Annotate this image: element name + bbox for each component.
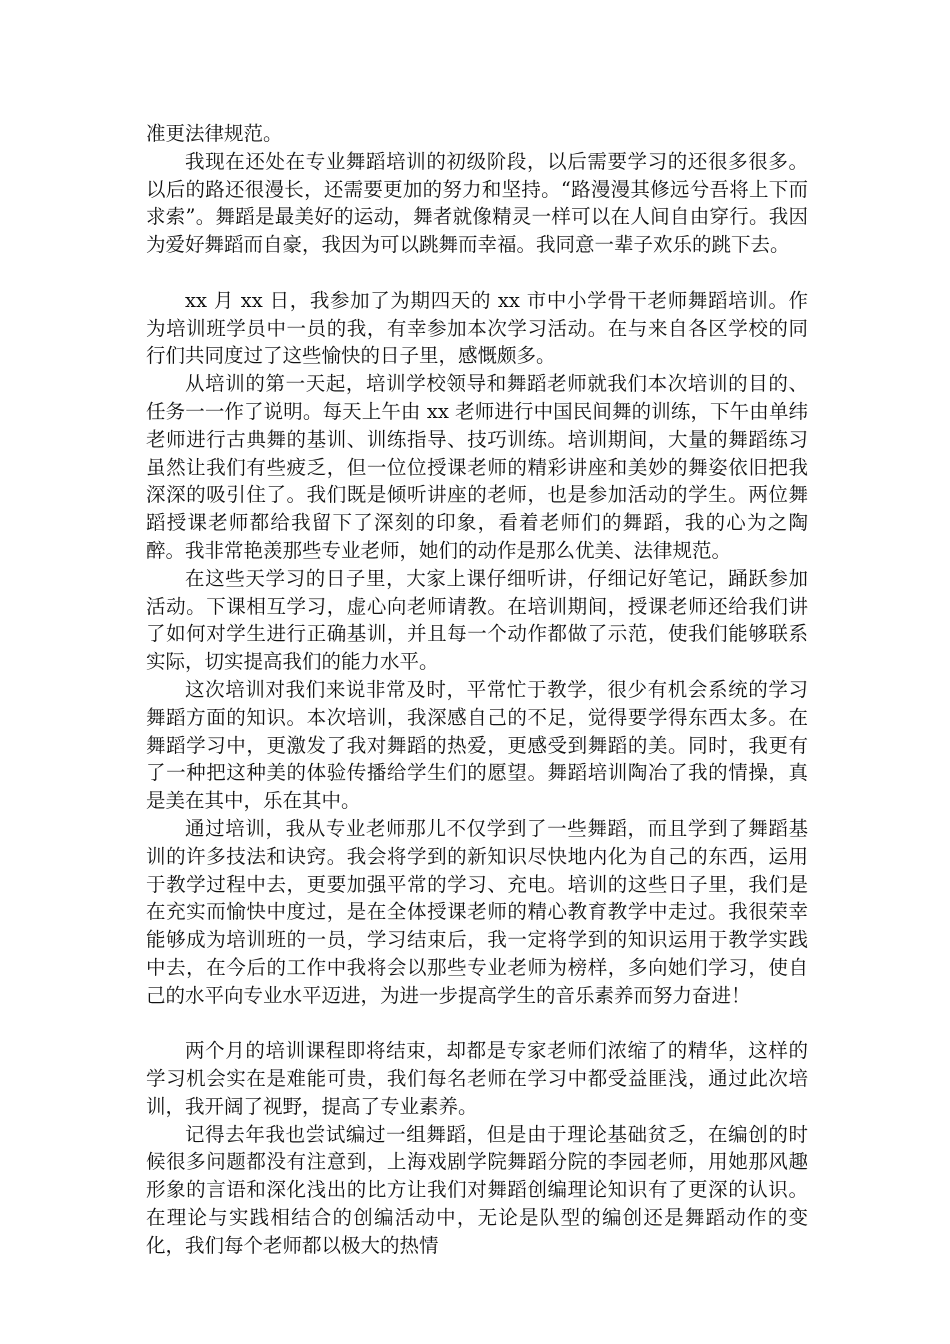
section-gap xyxy=(146,1010,808,1038)
paragraph: 记得去年我也尝试编过一组舞蹈，但是由于理论基础贫乏，在编创的时候很多问题都没有注意到，上海戏剧学院舞蹈分院的李园老师，用她那风趣形象的言语和深化浅出的比方让我们对舞蹈创编理论知识有了更深的认识。在理论与实践相结合的创编活动中，无论是队型的编创还是舞蹈动作的变化，我们每个老师都以极大的热情 xyxy=(146,1122,808,1257)
paragraph: 通过培训，我从专业老师那儿不仅学到了一些舞蹈，而且学到了舞蹈基训的许多技法和诀窍。我会将学到的新知识尽快地内化为自己的东西，运用于教学过程中去，更要加强平常的学习、充电。培训的这些日子里，我们是在充实而愉快中度过，是在全体授课老师的精心教育教学中走过。我很荣幸能够成为培训班的一员，学习结束后，我一定将学到的知识运用于教学实践中去，在今后的工作中我将会以那些专业老师为榜样，多向她们学习，使自己的水平向专业水平迈进，为进一步提高学生的音乐素养而努力奋进！ xyxy=(146,816,808,1007)
paragraph: xx 月 xx 日，我参加了为期四天的 xx 市中小学骨干老师舞蹈培训。作为培训班学员中一员的我，有幸参加本次学习活动。在与来自各区学校的同行们共同度过了这些愉快的日子里，感慨颇多。 xyxy=(146,288,808,368)
paragraph: 这次培训对我们来说非常及时，平常忙于教学，很少有机会系统的学习舞蹈方面的知识。本次培训，我深感自己的不足，觉得要学得东西太多。在舞蹈学习中，更激发了我对舞蹈的热爱，更感受到舞蹈的美。同时，我更有了一种把这种美的体验传播给学生们的愿望。舞蹈培训陶冶了我的情操，真是美在其中，乐在其中。 xyxy=(146,677,808,813)
document-page xyxy=(146,120,808,1260)
section-gap xyxy=(146,259,808,287)
paragraph: 在这些天学习的日子里，大家上课仔细听讲，仔细记好笔记，踊跃参加活动。下课相互学习，虚心向老师请教。在培训期间，授课老师还给我们讲了如何对学生进行正确基训，并且每一个动作都做了示范，使我们能够联系实际，切实提高我们的能力水平。 xyxy=(146,566,808,674)
paragraph: 两个月的培训课程即将结束，却都是专家老师们浓缩了的精华，这样的学习机会实在是难能可贵，我们每名老师在学习中都受益匪浅，通过此次培训，我开阔了视野，提高了专业素养。 xyxy=(146,1039,808,1118)
paragraph: 从培训的第一天起，培训学校领导和舞蹈老师就我们本次培训的目的、任务一一作了说明。每天上午由 xx 老师进行中国民间舞的训练，下午由单纬老师进行古典舞的基训、训练指导、技巧训练。培训期间，大量的舞蹈练习虽然让我们有些疲乏，但一位位授课老师的精彩讲座和美妙的舞姿依旧把我深深的吸引住了。我们既是倾听讲座的老师，也是参加活动的学生。两位舞蹈授课老师都给我留下了深刻的印象，看着老师们的舞蹈，我的心为之陶醉。我非常艳羡那些专业老师，她们的动作是那么优美、法律规范。 xyxy=(146,372,808,562)
paragraph: 我现在还处在专业舞蹈培训的初级阶段，以后需要学习的还很多很多。以后的路还很漫长，还需要更加的努力和坚持。“路漫漫其修远兮吾将上下而求索”。舞蹈是最美好的运动，舞者就像精灵一样可以在人间自由穿行。我因为爱好舞蹈而自豪，我因为可以跳舞而幸福。我同意一辈子欢乐的跳下去。 xyxy=(146,149,808,257)
paragraph-continuation: 准更法律规范。 xyxy=(146,122,283,145)
